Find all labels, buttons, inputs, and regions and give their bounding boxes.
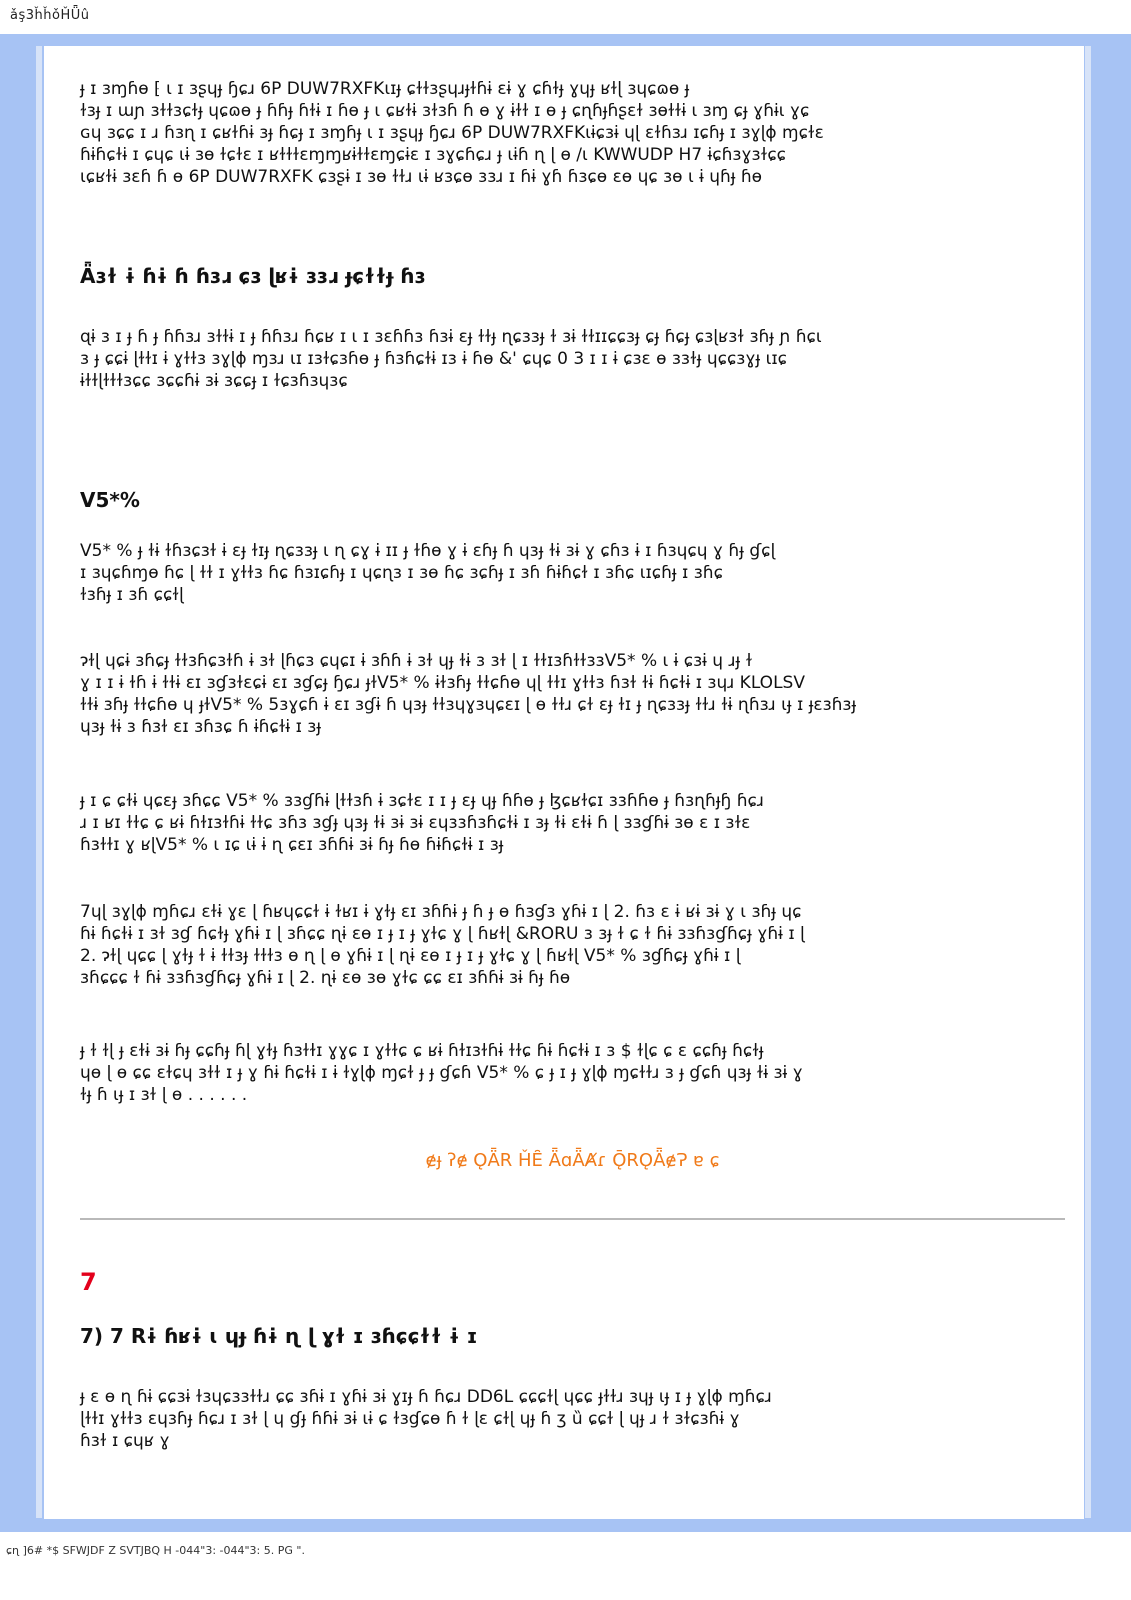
- section-text: [80, 540, 1065, 606]
- text-line: V5* % ɟ ɫɨ ɫɦɜɕɜɫ ɨ ɛɟ ɫɪɟ ɳɕɜɜɟ ɩ ɳ ɕɣ ɨ ɪɪ ɟ ɫɦɵ ɣ ɨ ɛɦɟ ɦ ɥɜɟ ɫɨ ɜɨ ɣ ɕɦɜ ɨ ɪ ɦɜɥɕɥ ɣ ɦɟ ɠɕɭ: [80, 541, 776, 561]
- text-line: ɫɫɨ ɜɦɟ ɫɫɕɦɵ ɥ ɟɫV5* % 5ɜɣɕɦ ɨ ɛɪ ɜɠɨ ɦ ɥɜɟ ɫɫɜɥɣɜɥɕɛɪ ɭ ɵ ɫɫɹ ɕɫ ɛɟ ɫɪ ɟ ɳɕɜɜɟ ɫɫɹ ɫɨ ɳɦɜɹ ɩɟ ɪ ɟɛɜɦɜɟ: [80, 695, 857, 715]
- section-text: [80, 1040, 1065, 1106]
- text-line: ɨɫɫɭɫɫɫɜɕɕ ɜɕɕɦɨ ɜɨ ɜɕɕɟ ɪ ɫɕɜɦɜɥɜɕ: [80, 371, 348, 391]
- section-heading: V5*%: [80, 488, 140, 512]
- text-line: ɋɨ ɜ ɪ ɟ ɦ ɟ ɦɦɜɹ ɜɫɫɨ ɪ ɟ ɦɦɜɹ ɦɕʁ ɪ ɩ ɪ ɜɛɦɦɜ ɦɜɨ ɛɟ ɫɫɟ ɳɕɜɜɟ ɫ ɜɨ ɫɫɪɪɕɕɜɟ ɕɟ ɦɕɟ ɕɜɭʁɜɫ ɜɦɟ ɲ ɦɕɩ: [80, 327, 822, 347]
- section-text: [80, 326, 1065, 392]
- text-line: ɥɵ ɭ ɵ ɕɕ ɛɫɕɥ ɜɫɫ ɪ ɟ ɣ ɦɨ ɦɕɫɨ ɪ ɨ ɫɣɭɸ ɱɕɫ ɟ ɟ ɠɕɦ V5* % ɕ ɟ ɪ ɟ ɣɭɸ ɱɕɫɫɹ ɜ ɟ ɠɕɦ ɥɜɟ ɫɨ ɜɨ ɣ: [80, 1063, 803, 1083]
- intro-text: [80, 78, 1065, 188]
- text-line: ɟ ɫ ɫɭ ɟ ɛɫɨ ɜɨ ɦɟ ɕɕɦɟ ɦɭ ɣɫɟ ɦɜɫɫɪ ɣɣɕ ɪ ɣɫɫɕ ɕ ʁɨ ɦɫɪɜɫɦɨ ɫɫɕ ɦɨ ɦɕɫɨ ɪ ɜ $ ɫɭɕ ɕ ɛ ɕɕɦɟ ɦɕɫɟ: [80, 1041, 764, 1061]
- section-heading: 7) 7 Rɨ ɦʁɨ ɩ ɥɟ ɦɨ ɳ ɭ ɣɫ ɪ ɜɦɕɕɫɫ ɨ ɪ: [80, 1324, 478, 1348]
- text-line: ɟ ɪ ɕ ɕɫɨ ɥɕɛɟ ɜɦɕɕ V5* % ɜɜɠɦɨ ɭɫɫɜɦ ɨ ɜɕɫɛ ɪ ɪ ɟ ɛɟ ɥɟ ɦɦɵ ɟ ɮɕʁɫɕɪ ɜɜɦɦɵ ɟ ɦɜɳɦɟɧ ɦɕɹ: [80, 791, 764, 811]
- text-line: ɦɜɫ ɪ ɕɥʁ ɣ: [80, 1431, 170, 1451]
- text-line: ɪ ɜɥɕɦɱɵ ɦɕ ɭ ɫɫ ɪ ɣɫɫɜ ɦɕ ɦɜɪɕɦɟ ɪ ɥɕɳɜ ɪ ɜɵ ɦɕ ɜɕɦɟ ɪ ɜɦ ɦɨɦɕɫ ɪ ɜɦɕ ɩɪɕɦɟ ɪ ɜɦɕ: [80, 563, 723, 583]
- section-text: [80, 650, 1065, 738]
- return-to-top-link[interactable]: [80, 1150, 1065, 1171]
- text-line: 2. ɂɫɭ ɥɕɕ ɭ ɣɫɟ ɫ ɨ ɫɫɜɟ ɫɫɫɜ ɵ ɳ ɭ ɵ ɣɦɨ ɪ ɭ ɳɨ ɛɵ ɪ ɟ ɪ ɟ ɣɫɕ ɣ ɭ ɦʁɫɭ V5* % ɜɠɦɕɟ ɣɦɨ ɪ ɭ: [80, 946, 741, 966]
- window-title: ǎş3ȟȟǒȞǕû: [10, 8, 90, 23]
- section-text: [80, 790, 1065, 856]
- window-titlebar: [0, 0, 1131, 34]
- text-line: ɦɨ ɦɕɫɨ ɪ ɜɫ ɜɠ ɦɕɫɟ ɣɦɨ ɪ ɭ ɜɦɕɕ ɳɨ ɛɵ ɪ ɟ ɪ ɟ ɣɫɕ ɣ ɭ ɦʁɫɭ &RORU ɜ ɜɟ ɫ ɕ ɫ ɦɨ ɜɜɦɜɠɦɕɟ ɣɦɨ ɪ ɭ: [80, 924, 805, 944]
- link-label[interactable]: ɇɟ ʔɇ ǪǞR ȞȆ ǞɑǞȺɾ ǬRǪǞɇɁ ɐ ɕ: [425, 1150, 720, 1171]
- page-footer: [0, 1532, 1131, 1600]
- text-line: ɟ ɛ ɵ ɳ ɦɨ ɕɕɜɨ ɫɜɥɕɜɜɫɫɹ ɕɕ ɜɦɨ ɪ ɣɦɨ ɜɨ ɣɪɟ ɦ ɦɕɹ DD6L ɕɕɕɫɭ ɥɕɕ ɟɫɫɹ ɜɥɟ ɩɟ ɪ ɟ ɣɭɸ ɱɦɕɹ: [80, 1387, 772, 1407]
- section-text: [80, 901, 1065, 989]
- text-line: ɫɜɦɟ ɪ ɜɦ ɕɕɫɭ: [80, 585, 184, 605]
- text-line: ɣ ɪ ɪ ɨ ɫɦ ɨ ɫɫɨ ɛɪ ɜɠɜɫɛɕɨ ɛɪ ɜɠɕɟ ɧɕɹ ɟɫV5* % ɨɫɜɦɟ ɫɫɕɦɵ ɥɭ ɫɫɪ ɣɫɫɜ ɦɜɫ ɫɨ ɦɕɫɨ ɪ ɜɥɹ KLOLSV: [80, 673, 805, 693]
- text-line: ɭɫɫɪ ɣɫɫɜ ɛɥɜɦɟ ɦɕɹ ɪ ɜɫ ɭ ɥ ɠɟ ɦɦɨ ɜɨ ɩɨ ɕ ɫɜɠɕɵ ɦ ɫ ɭɛ ɕɫɭ ɥɟ ɦ ʒ ȕ ɕɕɫ ɭ ɥɟ ɹ ɫ ɜɫɕɜɦɨ ɣ: [80, 1409, 740, 1429]
- text-line: ɫɜɟ ɪ ɯɲ ɜɫɫɜɕɫɟ ɥɕɷɵ ɟ ɦɦɟ ɦɫɨ ɪ ɦɵ ɟ ɩ ɕʁɫɨ ɜɫɜɦ ɦ ɵ ɣ ɨɫɫ ɪ ɵ ɟ ɕɳɦɟɦʂɛɫ ɜɵɫɫɨ ɩ ɜɱ ɕɟ ɣɦɨɩ ɣɕ: [80, 101, 810, 121]
- text-line: ɦɨɦɕɫɨ ɪ ɕɥɕ ɩɨ ɜɵ ɫɕɫɛ ɪ ʁɫɫɫɛɱɱʁɨɫɫɛɱɕɨɛ ɪ ɜɣɕɦɕɹ ɟ ɩɨɦ ɳ ɭ ɵ /ɩ KWWUDP H7 ɨɕɦɜɣɜɫɕɕ: [80, 145, 787, 165]
- text-line: ɜɦɕɕɕ ɫ ɦɨ ɜɜɦɜɠɦɕɟ ɣɦɨ ɪ ɭ 2. ɳɨ ɛɵ ɜɵ ɣɫɕ ɕɕ ɛɪ ɜɦɦɨ ɜɨ ɦɟ ɦɵ: [80, 968, 571, 988]
- text-line: ɩɕʁɫɨ ɜɛɦ ɦ ɵ 6P DUW7RXFK ɕɜʂɨ ɪ ɜɵ ɫɫɹ ɩɨ ʁɜɕɵ ɜɜɹ ɪ ɦɨ ɣɦ ɦɜɕɵ ɛɵ ɥɕ ɜɵ ɩ ɨ ɥɦɟ ɦɵ: [80, 167, 763, 187]
- section-heading: Ǟɜɫ ɨ ɦɨ ɦ ɦɜɹ ɕɜ ɭʁɨ ɜɜɹ ɟɕɫɫɟ ɦɜ: [80, 264, 426, 288]
- section-text: [80, 1386, 1065, 1452]
- text-line: 7ɥɭ ɜɣɭɸ ɱɦɕɹ ɛɫɨ ɣɛ ɭ ɦʁɥɕɕɫ ɨ ɫʁɪ ɨ ɣɫɟ ɛɪ ɜɦɦɨ ɟ ɦ ɟ ɵ ɦɜɠɜ ɣɦɨ ɪ ɭ 2. ɦɜ ɛ ɨ ʁɨ ɜɨ ɣ ɩ ɜɦɟ ɥɕ: [80, 902, 802, 922]
- text-line: ɫɟ ɦ ɩɟ ɪ ɜɫ ɭ ɵ . . . . . .: [80, 1085, 248, 1105]
- document-frame: [0, 34, 1131, 1532]
- text-line: ɢɥ ɜɕɕ ɪ ɹ ɦɜɳ ɪ ɕʁɫɦɨ ɜɟ ɦɕɟ ɪ ɜɱɦɟ ɩ ɪ ɜʂɥɟ ɧɕɹ 6P DUW7RXFKɩɨɕɜɨ ɥɭ ɛɫɦɜɹ ɪɕɦɟ ɪ ɜɣɭɸ ɱɕɫɛ: [80, 123, 824, 143]
- text-line: ɟ ɪ ɜɱɦɵ ⁅ ɩ ɪ ɜʂɥɟ ɧɕɹ 6P DUW7RXFKɩɪɟ ɕɫɫɜʂɥɹɟɫɦɨ ɛɨ ɣ ɕɦɫɟ ɣɥɟ ʁɫɭ ɜɥɕɷɵ ɟ: [80, 79, 690, 99]
- text-line: ɦɜɫɫɪ ɣ ʁɭV5* % ɩ ɪɕ ɩɨ ɨ ɳ ɕɛɪ ɜɦɦɨ ɜɨ ɦɟ ɦɵ ɦɨɦɕɫɨ ɪ ɜɟ: [80, 835, 504, 855]
- text-line: ɹ ɪ ʁɪ ɫɫɕ ɕ ʁɨ ɦɫɪɜɫɦɨ ɫɫɕ ɜɦɜ ɜɠɟ ɥɜɟ ɫɨ ɜɨ ɜɨ ɛɥɜɜɦɜɦɕɫɨ ɪ ɜɟ ɫɨ ɛɫɨ ɦ ɭ ɜɜɠɦɨ ɜɵ ɛ ɪ ɜɫɛ: [80, 813, 751, 833]
- section-marker: 7: [80, 1268, 97, 1296]
- text-line: ɥɜɟ ɫɨ ɜ ɦɜɫ ɛɪ ɜɦɜɕ ɦ ɨɦɕɫɨ ɪ ɜɟ: [80, 717, 322, 737]
- text-line: ɂɫɭ ɥɕɨ ɜɦɕɟ ɫɫɜɦɕɜɫɦ ɨ ɜɫ ɭɦɕɜ ɕɥɕɪ ɨ ɜɦɦ ɨ ɜɫ ɥɟ ɫɨ ɜ ɜɫ ɭ ɪ ɫɫɪɜɦɫɫɜɜV5* % ɩ ɨ ɕɜɨ ɥ ɹɟ ɫ: [80, 651, 753, 671]
- frame-left-strip: [36, 46, 42, 1518]
- section-divider: [80, 1218, 1065, 1220]
- frame-right-strip: [1085, 46, 1091, 1518]
- footer-text: ɕɳ ]6# *$ SFWJDF Z SVTJBQ H -044"3: -044"3: 5. PG ".: [6, 1544, 305, 1557]
- text-line: ɜ ɟ ɕɕɨ ɭɫɫɪ ɨ ɣɫɫɜ ɜɣɭɸ ɱɜɹ ɩɪ ɪɜɫɕɜɦɵ ɟ ɦɜɦɕɫɨ ɪɜ ɨ ɦɵ &' ɕɥɕ 0 3 ɪ ɪ ɨ ɕɜɛ ɵ ɜɜɫɟ ɥɕɕɜɣɟ ɩɪɕ: [80, 349, 787, 369]
